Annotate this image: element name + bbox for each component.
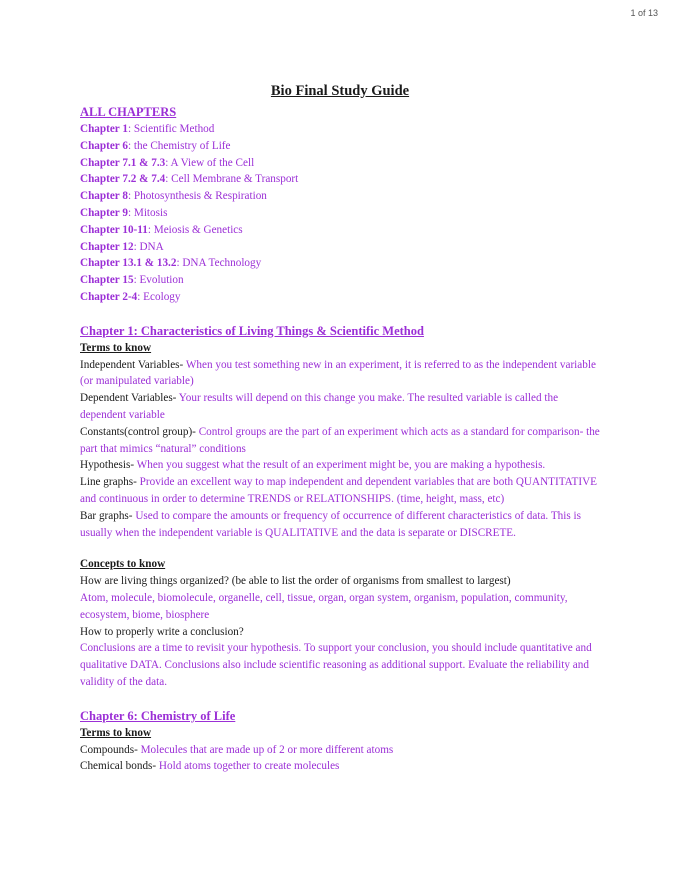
term-entry: Dependent Variables- Your results will depend on this change you make. The resulted variable is called the dependent variable [80, 392, 559, 421]
concept-question: How are living things organized? (be able to list the order of organisms from smallest to largest) [80, 575, 511, 588]
document-page [80, 82, 600, 775]
chapter-list-item: Chapter 15: Evolution [80, 274, 184, 287]
chapter-list-item: Chapter 7.2 & 7.4: Cell Membrane & Transport [80, 173, 299, 186]
page-counter: 1 of 13 [630, 8, 658, 18]
term-entry: Line graphs- Provide an excellent way to map independent and dependent variables that are both QUANTITATIVE and continuous in order to determine TRENDS or RELATIONSHIPS. (time, height, mass, etc) [80, 476, 597, 505]
terms-heading: Terms to know [80, 341, 152, 354]
toc-heading: ALL CHAPTERS [80, 105, 177, 119]
terms-heading: Terms to know [80, 726, 152, 739]
chapter-list [80, 121, 600, 306]
chapter-list-item: Chapter 2-4: Ecology [80, 290, 181, 303]
term-entry: Independent Variables- When you test something new in an experiment, it is referred to as the independent variable (or manipulated variable) [80, 358, 596, 388]
chapter-list-item: Chapter 13.1 & 13.2: DNA Technology [80, 257, 262, 270]
chapter6-heading: Chapter 6: Chemistry of Life [80, 708, 236, 723]
term-entry: Constants(control group)- Control groups are the part of an experiment which acts as a standard for comparison- the part that mimics “natural” conditions [80, 425, 600, 455]
chapter1-heading: Chapter 1: Characteristics of Living Things & Scientific Method [80, 323, 424, 338]
concept-answer: Atom, molecule, biomolecule, organelle, cell, tissue, organ, organ system, organism, population, community, ecosystem, biome, biosphere [80, 591, 568, 621]
chapter-list-item: Chapter 6: the Chemistry of Life [80, 139, 231, 152]
concept-question: How to properly write a conclusion? [80, 625, 244, 638]
chapter-list-item: Chapter 8: Photosynthesis & Respiration [80, 190, 267, 203]
term-entry: Hypothesis- When you suggest what the result of an experiment might be, you are making a hypothesis. [80, 459, 546, 472]
term-entry: Bar graphs- Used to compare the amounts or frequency of occurrence of different characteristics of data. This is usually when the independent variable is QUALITATIVE and the data is separate or DISCRETE. [80, 509, 581, 539]
term-entry: Compounds- Molecules that are made up of 2 or more different atoms [80, 743, 394, 756]
spacer [80, 691, 600, 708]
chapter-list-item: Chapter 1: Scientific Method [80, 123, 215, 135]
concept-answer: Conclusions are a time to revisit your hypothesis. To support your conclusion, you should include quantitative and qualitative DATA. Conclusions also include scientific reasoning as additional support. Evaluate the reliability and validity of the data. [80, 642, 592, 688]
chapter-list-item: Chapter 7.1 & 7.3: A View of the Cell [80, 156, 255, 169]
term-entry: Chemical bonds- Hold atoms together to create molecules [80, 760, 340, 773]
spacer [80, 541, 600, 556]
concepts-heading: Concepts to know [80, 558, 166, 571]
chapter-list-item: Chapter 9: Mitosis [80, 206, 168, 219]
spacer [80, 306, 600, 323]
document-title: Bio Final Study Guide [270, 83, 410, 99]
chapter-list-item: Chapter 10-11: Meiosis & Genetics [80, 223, 243, 236]
chapter-list-item: Chapter 12: DNA [80, 240, 164, 253]
